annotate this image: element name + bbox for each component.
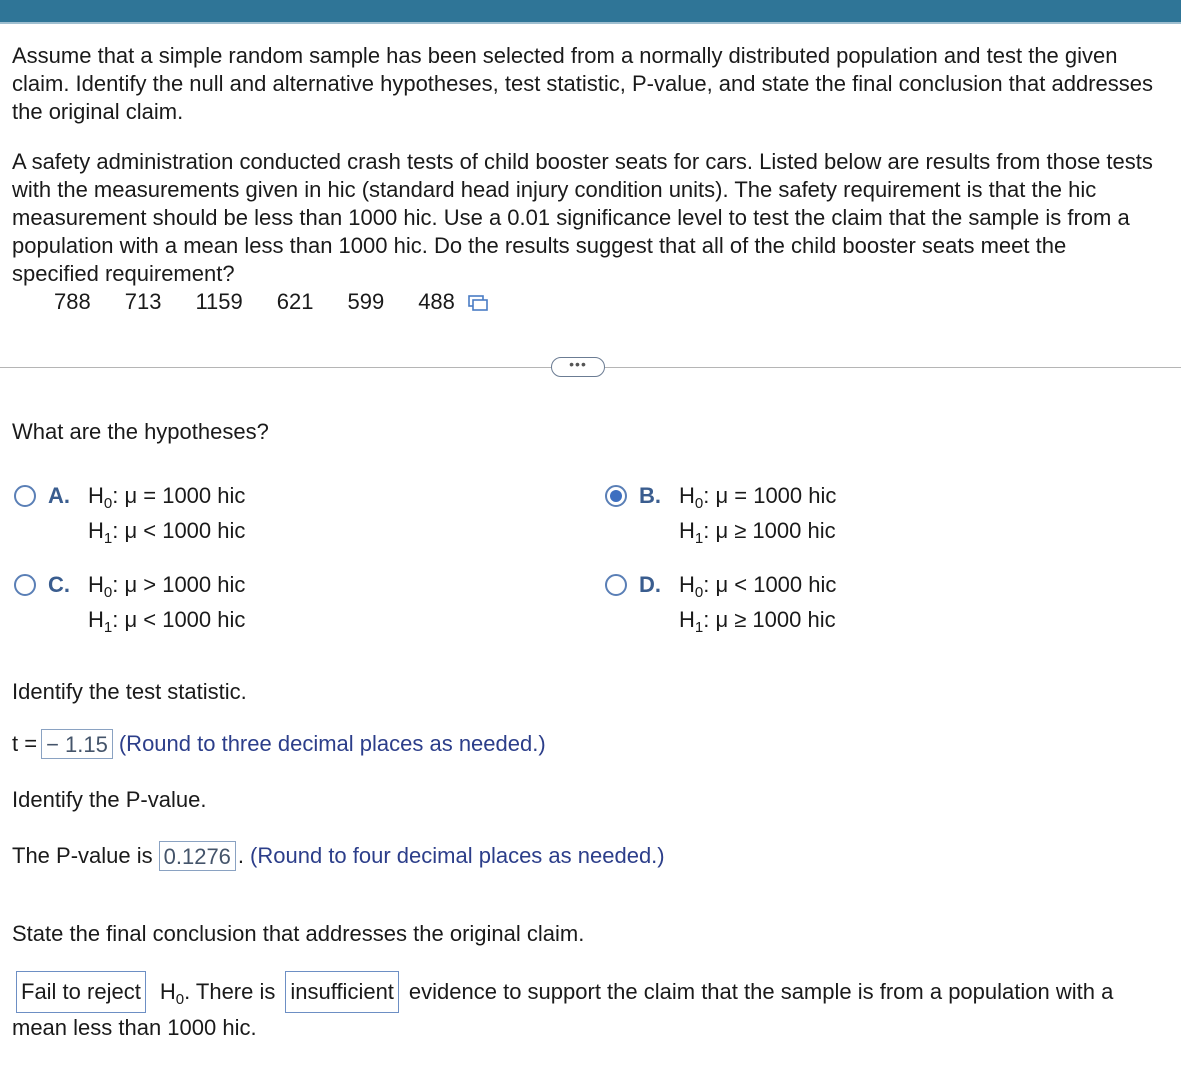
- conclusion-question: State the final conclusion that addresses the original claim.: [12, 921, 585, 946]
- option-a[interactable]: [14, 483, 314, 553]
- top-banner: [0, 0, 1181, 24]
- option-c-letter: C.: [48, 572, 70, 597]
- instructions-line: claim. Identify the null and alternative hypotheses, test statistic, P-value, and state the final conclusion that addresses: [12, 71, 1153, 96]
- p-value-prefix: The P-value is: [12, 843, 153, 868]
- option-b-radio[interactable]: [605, 485, 627, 507]
- data-values-row: [54, 288, 489, 316]
- option-c-null-hypothesis: $H_0$: μ > 1000 hic: [88, 572, 246, 601]
- option-b-alt-hypothesis: $H_1$: μ ≥ 1000 hic: [679, 518, 836, 547]
- problem-line: measurement should be less than 1000 hic. Use a 0.01 significance level to test the claim that the sample is from a: [12, 205, 1130, 230]
- data-value: 788: [54, 289, 91, 314]
- option-d-null-hypothesis: $H_0$: μ < 1000 hic: [679, 572, 837, 601]
- test-statistic-hint: (Round to three decimal places as needed.): [118, 731, 546, 756]
- test-statistic-prefix: t =: [12, 731, 38, 756]
- p-value-hint: (Round to four decimal places as needed.): [250, 843, 665, 868]
- conclusion-text-2: evidence to support the claim that the sample is from a population with a: [408, 979, 1114, 1004]
- option-c[interactable]: [14, 572, 314, 642]
- test-statistic-row: [12, 728, 546, 760]
- instructions-paragraph: [12, 42, 1181, 126]
- option-c-radio[interactable]: [14, 574, 36, 596]
- copy-data-icon[interactable]: [467, 291, 489, 313]
- null-hypothesis-symbol: $H_0$: [159, 979, 185, 1008]
- option-b[interactable]: [605, 483, 905, 553]
- conclusion-text-1: . There is: [184, 979, 276, 1004]
- test-statistic-answer[interactable]: − 1.15: [41, 729, 113, 759]
- evidence-dropdown[interactable]: insufficient: [285, 971, 399, 1013]
- expand-more-button[interactable]: •••: [551, 357, 605, 377]
- p-value-question: Identify the P-value.: [12, 787, 207, 812]
- data-value: 713: [124, 289, 162, 314]
- data-value: 488: [418, 289, 455, 314]
- problem-line: population with a mean less than 1000 hic. Do the results suggest that all of the child booster seats meet the: [12, 233, 1067, 258]
- option-a-alt-hypothesis: $H_1$: μ < 1000 hic: [88, 518, 246, 547]
- option-b-letter: B.: [639, 483, 661, 508]
- test-statistic-question: Identify the test statistic.: [12, 679, 247, 704]
- data-value: 621: [276, 289, 314, 314]
- option-d-letter: D.: [639, 572, 661, 597]
- problem-paragraph: [12, 148, 1181, 288]
- conclusion-text-3: mean less than 1000 hic.: [12, 1015, 257, 1040]
- option-d[interactable]: [605, 572, 905, 642]
- instructions-line: Assume that a simple random sample has been selected from a normally distributed population and test the given: [12, 43, 1118, 68]
- data-value: 1159: [195, 289, 243, 314]
- data-value: 599: [347, 289, 385, 314]
- problem-line: A safety administration conducted crash tests of child booster seats for cars. Listed below are results from those tests: [12, 149, 1153, 174]
- conclusion-statement: [12, 970, 1177, 1042]
- decision-dropdown[interactable]: Fail to reject: [16, 971, 146, 1013]
- instructions-line: the original claim.: [12, 99, 184, 124]
- option-d-alt-hypothesis: $H_1$: μ ≥ 1000 hic: [679, 607, 836, 636]
- option-a-null-hypothesis: $H_0$: μ = 1000 hic: [88, 483, 246, 512]
- p-value-period: .: [237, 843, 245, 868]
- option-a-letter: A.: [48, 483, 70, 508]
- p-value-row: [12, 840, 665, 872]
- option-b-null-hypothesis: $H_0$: μ = 1000 hic: [679, 483, 837, 512]
- problem-line: with the measurements given in hic (standard head injury condition units). The safety requirement is that the hic: [12, 177, 1097, 202]
- option-c-alt-hypothesis: $H_1$: μ < 1000 hic: [88, 607, 246, 636]
- option-a-radio[interactable]: [14, 485, 36, 507]
- p-value-answer[interactable]: 0.1276: [159, 841, 236, 871]
- problem-line: specified requirement?: [12, 261, 235, 286]
- hypotheses-question: What are the hypotheses?: [12, 419, 269, 444]
- option-d-radio[interactable]: [605, 574, 627, 596]
